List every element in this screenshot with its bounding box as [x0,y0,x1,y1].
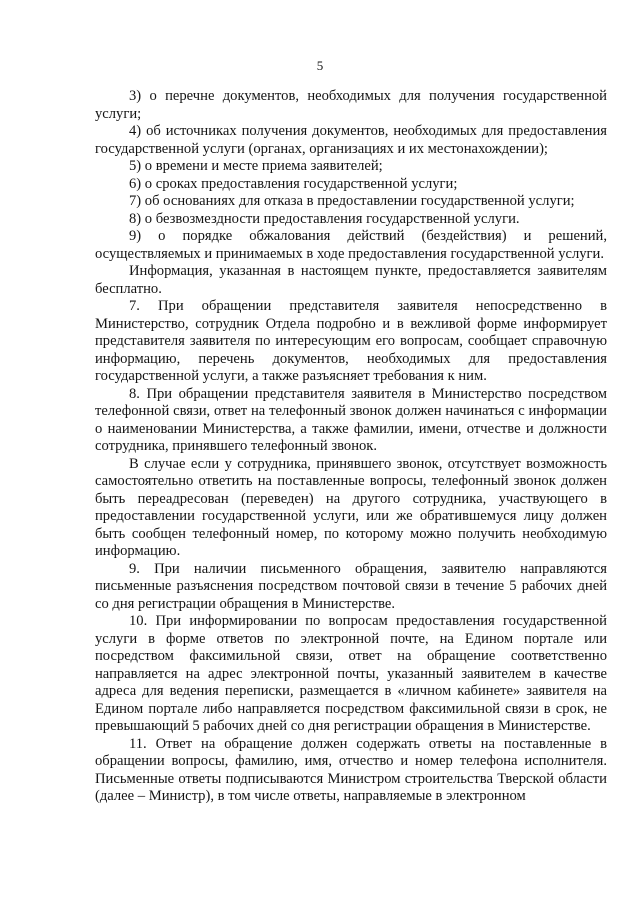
paragraph-item-6: 6) о сроках предоставления государственной услуги; [129,175,458,192]
paragraph-item-9: 9) о порядке обжалования действий (бездействия) и решений, осуществляемых и принимаемых в ходе предоставления государственной услуги. [95,228,607,262]
paragraph-clause-9: 9. При наличии письменного обращения, заявителю направляются письменные разъяснения посредством почтовой связи в течение 5 рабочих дней со дня регистрации обращения в Министерстве. [95,560,607,612]
paragraph-call-redirect: В случае если у сотрудника, принявшего звонок, отсутствует возможность самостоятельно ответить на поставленные вопросы, телефонный звонок должен быть переадресован (переведен) на другого сотрудника, участвующего в предоставлении государственной услуги, или же обратившемуся лицу должен быть сообщен телефонный номер, по которому можно получить необходимую информацию. [95,455,607,559]
paragraph-item-5: 5) о времени и месте приема заявителей; [129,158,383,174]
paragraph-info-free: Информация, указанная в настоящем пункте, предоставляется заявителям бесплатно. [95,263,607,297]
paragraph-clause-11: 11. Ответ на обращение должен содержать ответы на поставленные в обращении вопросы, фамилию, имя, отчество и номер телефона исполнителя. Письменные ответы подписываются Министром строительства Тверской области (далее – Министр), в том числе ответы, направляемые в электронном [95,735,607,804]
paragraph-clause-8: 8. При обращении представителя заявителя в Министерство посредством телефонной связи, ответ на телефонный звонок должен начинаться с информации о наименовании Министерства, а также фамилии, имени, отчестве и должности сотрудника, принявшего телефонный звонок. [95,385,607,454]
paragraph-clause-7: 7. При обращении представителя заявителя непосредственно в Министерство, сотрудник Отдела подробно и в вежливой форме информирует представителя заявителя по интересующим его вопросам, сообщает справочную информацию, перечень документов, необходимых для предоставления государственной услуги, а также разъясняет требования к ним. [95,298,607,384]
paragraph-item-7: 7) об основаниях для отказа в предоставлении государственной услуги; [129,193,575,209]
page-number: 5 [316,58,324,73]
paragraph-item-8: 8) о безвозмездности предоставления государственной услуги. [129,210,520,227]
paragraph-item-3: 3) о перечне документов, необходимых для получения государственной услуги; [95,88,607,122]
paragraph-clause-10: 10. При информировании по вопросам предоставления государственной услуги в форме ответов по электронной почте, на Едином портале или посредством факсимильной связи, ответ на обращение соответственно направляется на адрес электронной почты, указанный заявителем в качестве адреса для ведения переписки, размещается в «личном кабинете» заявителя на Едином портале либо направляется посредством факсимильной связи в срок, не превышающий 5 рабочих дней со дня регистрации обращения в Министерстве. [95,613,607,734]
paragraph-item-4: 4) об источниках получения документов, необходимых для предоставления государственной услуги (органах, организациях и их местонахождении); [95,123,607,157]
document-body [95,88,607,806]
